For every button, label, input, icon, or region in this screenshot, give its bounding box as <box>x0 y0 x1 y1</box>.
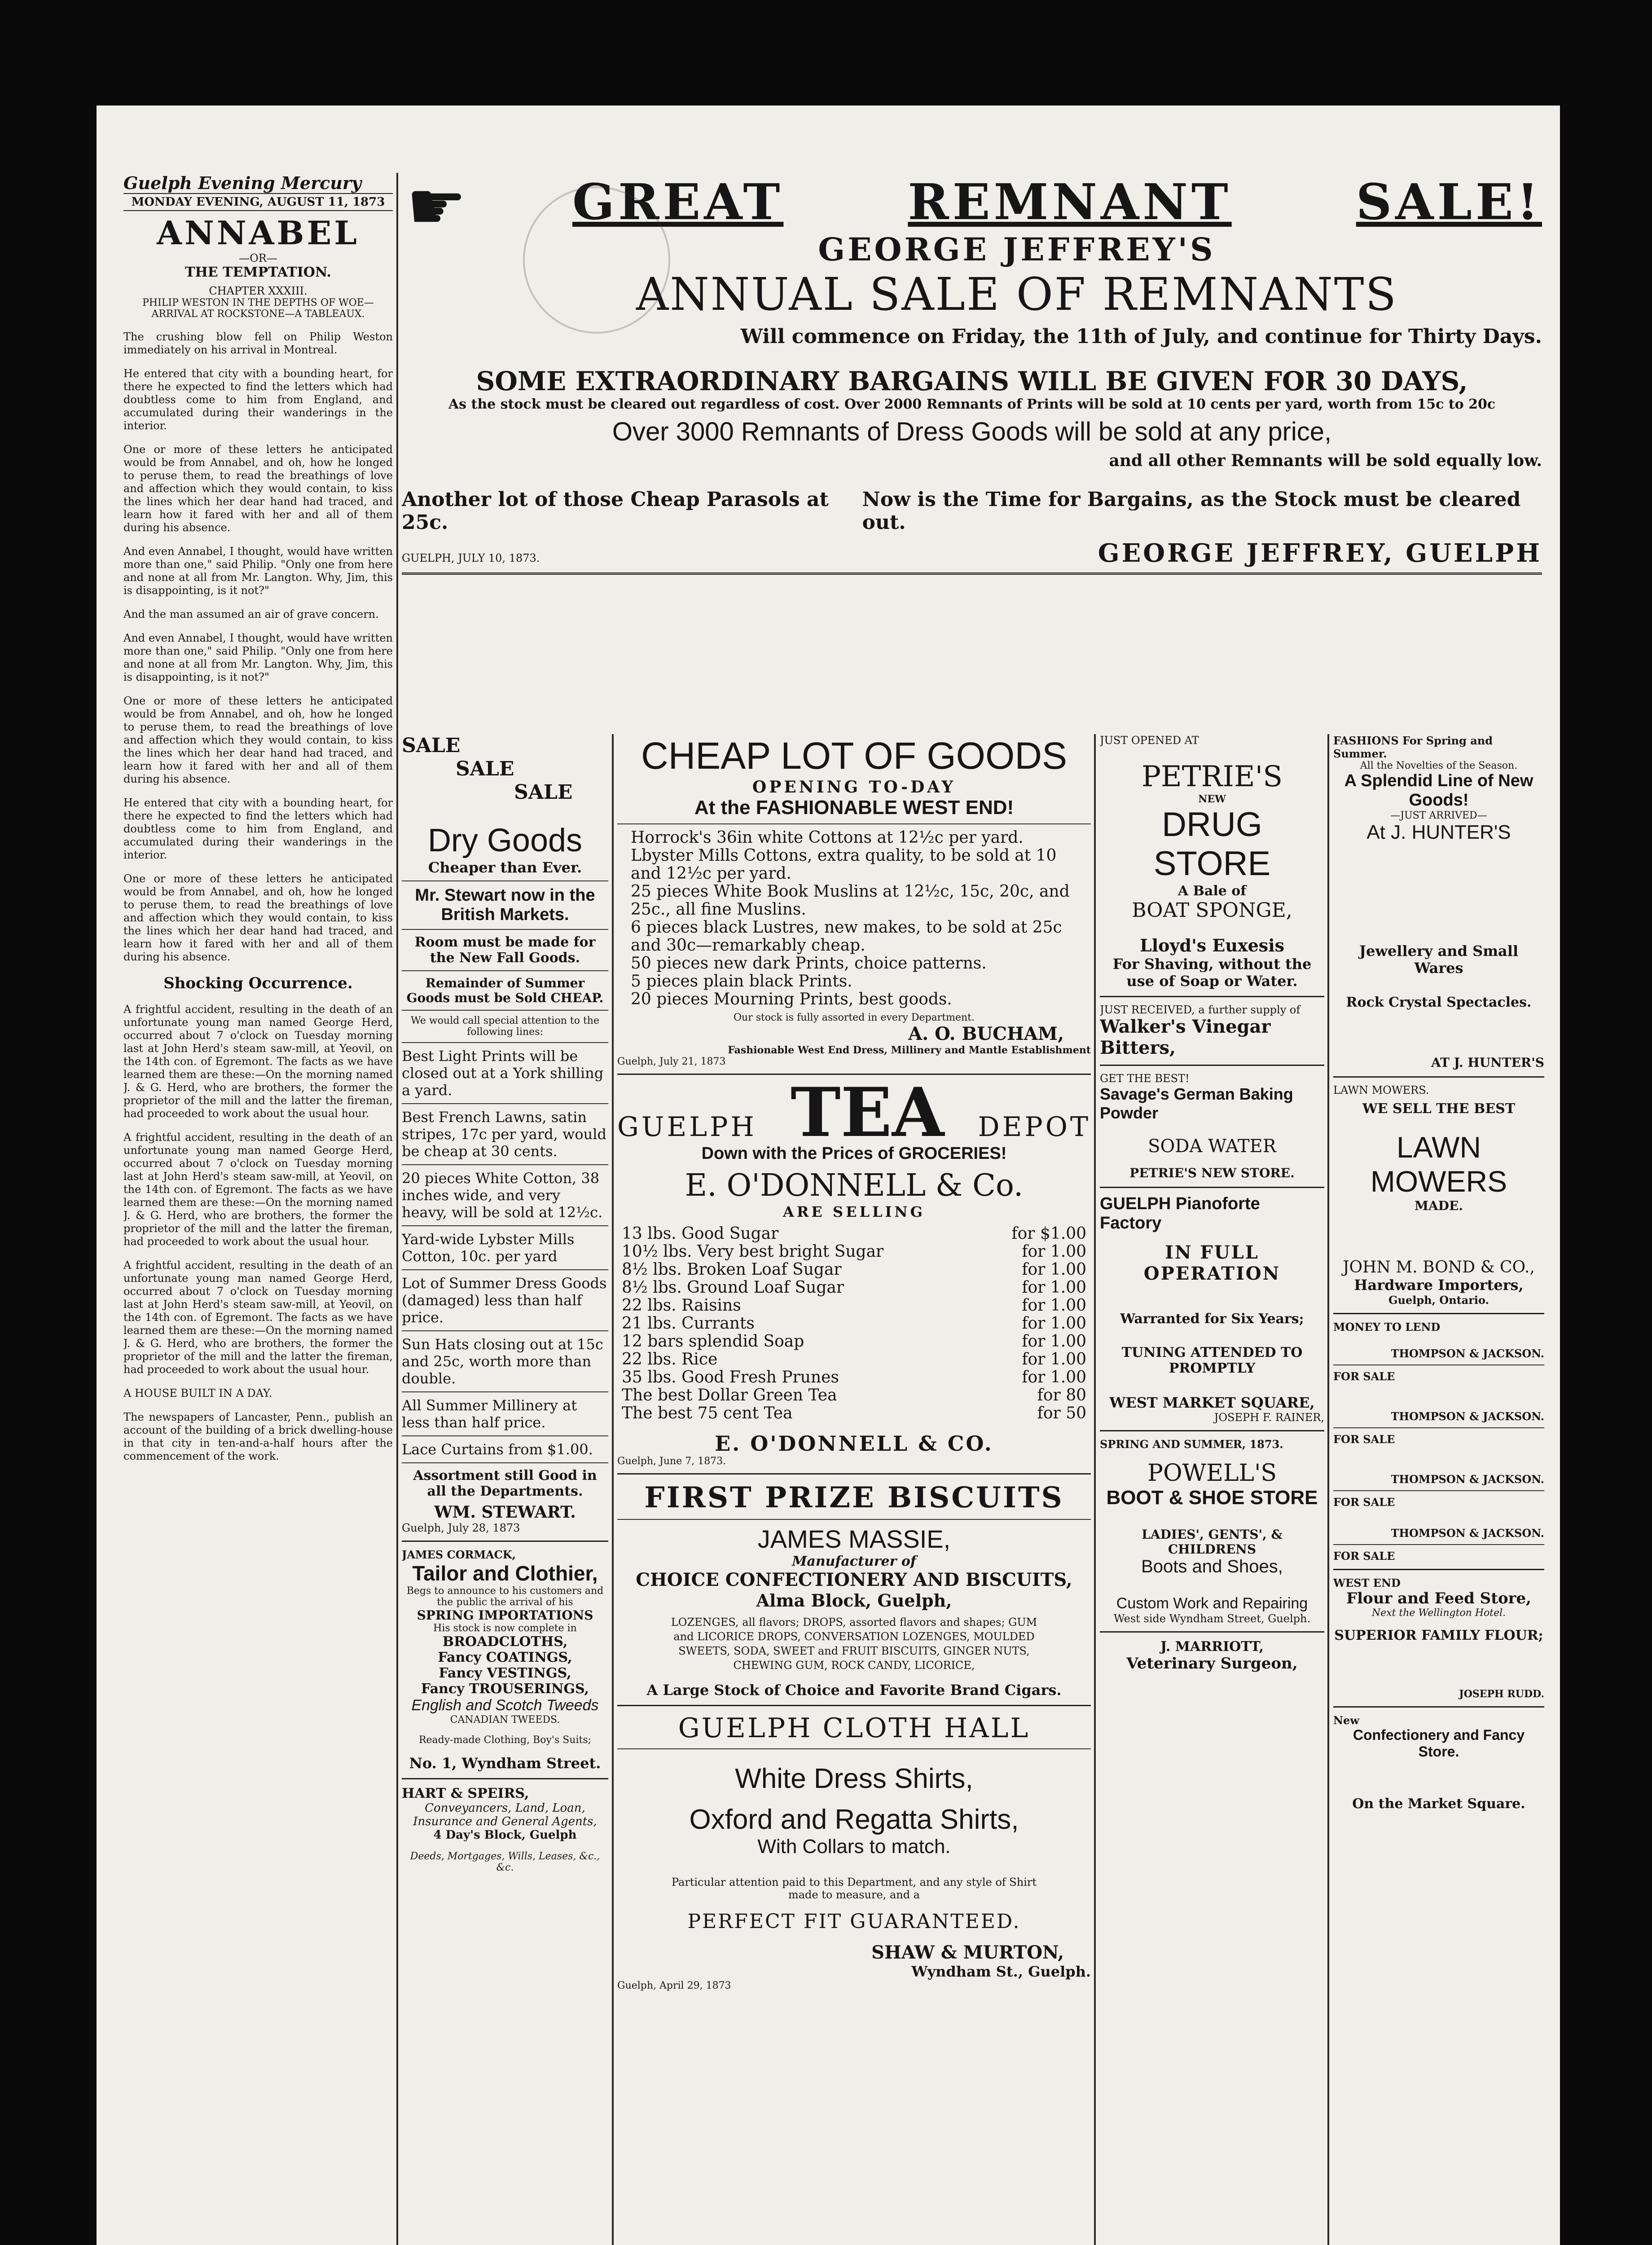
sale-item: 20 pieces White Cotton, 38 inches wide, and very heavy, will be sold at 12½c. <box>402 1170 603 1221</box>
sale-item: All Summer Millinery at less than half price. <box>402 1397 577 1431</box>
canadian: CANADIAN TWEEDS. <box>450 1714 560 1726</box>
assortment: Assortment still Good in all the Departments. <box>413 1468 597 1499</box>
section-heading-inline: A HOUSE BUILT IN A DAY. <box>123 1387 272 1400</box>
are-selling: ARE SELLING <box>783 1203 925 1220</box>
jeffrey-advertisement <box>402 167 1542 730</box>
broadcloths: BROADCLOTHS, <box>442 1634 568 1650</box>
paragraph: One or more of these letters he anticipated would be from Annabel, and oh, how he longed to peruse them, to read the breathings of love and affection which they would contain, to kiss the lines which her dear hand had traced, and learn how it fared with her and all of them during his absence. <box>123 872 393 963</box>
piano-factory: GUELPH Pianoforte Factory <box>1100 1194 1260 1233</box>
attention: We would call special attention to the following lines: <box>411 1015 599 1038</box>
stock-complete: His stock is now complete in <box>433 1623 577 1634</box>
full-operation: IN FULL OPERATION <box>1143 1242 1281 1284</box>
west-end: WEST END <box>1333 1576 1401 1589</box>
boot-shoe-store: BOOT & SHOE STORE <box>1106 1487 1318 1509</box>
rudd: JOSEPH RUDD. <box>1459 1688 1544 1700</box>
column-stewart <box>402 734 608 2245</box>
headline-word: SALE! <box>1356 173 1542 231</box>
paragraph: A frightful accident, resulting in the death of an unfortunate young man named George Herd, occurred about 7 o'clock on Tuesday morning last at John Herd's steam saw-mill, at Yeovil, on the 14th con. of Egremont. The facts as we have learned them are these:—On the morning named J. & G. Herd, who are brothers, the former the proprietor of the mill and the latter the fireman, had proceeded to work about the usual hour. <box>123 1259 393 1376</box>
money-to-lend: MONEY TO LEND <box>1333 1321 1441 1334</box>
ad-signature: GEORGE JEFFREY, GUELPH <box>1098 538 1542 568</box>
column-story <box>123 173 393 2245</box>
goods-line: 25 pieces White Book Muslins at 12½c, 15c, 20c, and 25c., all fine Muslins. <box>631 882 1070 919</box>
just-opened: JUST OPENED AT <box>1100 734 1199 747</box>
newspaper-page <box>97 106 1560 2245</box>
hardware-importers: Hardware Importers, <box>1354 1277 1524 1294</box>
goods-line: 20 pieces Mourning Prints, best goods. <box>631 990 952 1008</box>
boat-sponge: BOAT SPONGE, <box>1132 899 1292 922</box>
bucham-sub: Fashionable West End Dress, Millinery and Mantle Establishment <box>728 1044 1091 1056</box>
custom-work: Custom Work and Repairing <box>1116 1595 1308 1612</box>
bucham: A. O. BUCHAM, <box>908 1023 1064 1044</box>
tweeds: English and Scotch Tweeds <box>411 1697 599 1714</box>
bond: JOHN M. BOND & CO., <box>1343 1258 1535 1277</box>
ad-others: and all other Remnants will be sold equally low. <box>1109 451 1542 470</box>
rainer: JOSEPH F. RAINER, <box>1214 1411 1324 1424</box>
shirt-attention: Particular attention paid to this Department, and any style of Shirt made to measure, and a <box>672 1876 1037 1901</box>
sale-word: SALE <box>514 781 573 804</box>
vestings: Fancy VESTINGS, <box>439 1665 571 1681</box>
warranted: Warranted for Six Years; <box>1120 1311 1304 1327</box>
for-sale: FOR SALE <box>1333 1549 1395 1563</box>
cheap-lot: CHEAP LOT OF GOODS <box>641 735 1068 777</box>
tea-depot-header <box>617 1073 1091 1152</box>
cheaper: Cheaper than Ever. <box>428 859 582 876</box>
fashions: FASHIONS For Spring and Summer. <box>1333 734 1493 760</box>
ad-stock: As the stock must be cleared out regardless of cost. Over 2000 Remnants of Prints will be sold at 10 cents per yard, worth from 15c to 20c <box>448 396 1496 412</box>
we-sell-best: WE SELL THE BEST <box>1362 1101 1516 1117</box>
pointing-hand-icon: ☛ <box>406 167 467 246</box>
flour-feed: Flour and Feed Store, <box>1346 1589 1532 1607</box>
splendid-line: A Splendid Line of New Goods! <box>1344 771 1533 810</box>
just-arrived: —JUST ARRIVED— <box>1390 810 1487 821</box>
sale-word: SALE <box>456 757 514 780</box>
grocery-row: 8½ lbs. Ground Loaf Sugar for 1.00 <box>622 1278 1086 1297</box>
lozenges: LOZENGES, all flavors; DROPS, assorted flavors and shapes; GUM and LICORICE DROPS, CONVERSATION LOZENGES, MOULDED SWEETS, SODA, SWEET and FRUIT BISCUITS, GINGER NUTS, CHEWING GUM, ROCK CANDY, LICORICE, <box>671 1616 1037 1672</box>
coatings: Fancy COATINGS, <box>438 1650 572 1665</box>
massie: JAMES MASSIE, <box>757 1525 951 1553</box>
story-title: ANNABEL <box>157 214 360 252</box>
thompson-jackson: THOMPSON & JACKSON. <box>1391 1347 1544 1360</box>
opening-today: OPENING TO-DAY <box>752 778 956 797</box>
for-sale: FOR SALE <box>1333 1370 1395 1383</box>
paragraph: He entered that city with a bounding heart, for there he expected to find the letters which had doubtless come to him from England, and accumulated during their wanderings in the interior. <box>123 797 393 861</box>
issue-date: MONDAY EVENING, AUGUST 11, 1873 <box>123 194 393 211</box>
grocery-list <box>617 1225 1091 1422</box>
paragraph: And even Annabel, I thought, would have written more than one," said Philip. "Only one from here and none at all from Mr. Langton. Why, Jim, this is disappointing, is it not?" <box>123 545 393 597</box>
sale-item: Best Light Prints will be closed out at a York shilling a yard. <box>402 1048 604 1099</box>
goods-line: Lbyster Mills Cottons, extra quality, to be sold at 10 and 12½c per yard. <box>631 846 1057 883</box>
at-hunters-2: AT J. HUNTER'S <box>1431 1055 1544 1070</box>
paragraph: One or more of these letters he anticipated would be from Annabel, and oh, how he longed to peruse them, to read the breathings of love and affection which they would contain, to kiss the lines which her dear hand had traced, and learn how it fared with her and all of them during his absence. <box>123 695 393 785</box>
shaw-address: Wyndham St., Guelph. <box>911 1963 1091 1980</box>
room: Room must be made for the New Fall Goods. <box>414 934 596 966</box>
shaving: For Shaving, without the use of Soap or Water. <box>1112 955 1312 990</box>
at-hunters: At J. HUNTER'S <box>1366 821 1511 843</box>
column-hunter <box>1333 734 1544 2245</box>
headline-word: REMNANT <box>908 173 1232 231</box>
paragraph: And the man assumed an air of grave concern. <box>123 608 379 621</box>
story-sub1: —OR— <box>239 252 277 264</box>
story-sub2: THE TEMPTATION. <box>185 264 331 280</box>
shaw-date: Guelph, April 29, 1873 <box>617 1980 731 1991</box>
goods-list <box>617 829 1091 1008</box>
chapter: CHAPTER XXXIII. <box>209 285 308 297</box>
alma-block: Alma Block, Guelph, <box>756 1590 952 1611</box>
ad-bargains: SOME EXTRAORDINARY BARGAINS WILL BE GIVEN FOR 30 DAYS, <box>476 366 1468 396</box>
for-sale: FOR SALE <box>1333 1496 1395 1509</box>
goods-line: 6 pieces black Lustres, new makes, to be sold at 25c and 30c—remarkably cheap. <box>631 918 1062 955</box>
grocery-row: 22 lbs. Raisins for 1.00 <box>622 1296 1086 1315</box>
odonnell: E. O'DONNELL & Co. <box>685 1168 1024 1203</box>
tea-word: GUELPH <box>617 1111 757 1143</box>
ladies-gents: LADIES', GENTS', & CHILDRENS <box>1142 1527 1283 1557</box>
grocery-row: 12 bars splendid Soap for 1.00 <box>622 1332 1086 1351</box>
superior-flour: SUPERIOR FAMILY FLOUR; <box>1334 1628 1543 1643</box>
tea-word: TEA <box>791 1073 945 1152</box>
for-sale: FOR SALE <box>1333 1433 1395 1446</box>
just-received: JUST RECEIVED, a further supply of <box>1100 1004 1301 1016</box>
powells: POWELL'S <box>1147 1460 1277 1487</box>
oxford-shirts: Oxford and Regatta Shirts, <box>689 1804 1019 1835</box>
rock-crystal: Rock Crystal Spectacles. <box>1346 995 1532 1010</box>
get-the-best: GET THE BEST! <box>1100 1072 1190 1085</box>
ready-made: Ready-made Clothing, Boy's Suits; <box>418 1734 592 1746</box>
column-rule <box>1327 734 1329 2245</box>
grocery-row: 21 lbs. Currants for 1.00 <box>622 1314 1086 1333</box>
spring-imports: SPRING IMPORTATIONS <box>417 1608 593 1623</box>
boots-shoes: Boots and Shoes, <box>1141 1557 1283 1576</box>
made: MADE. <box>1414 1198 1463 1213</box>
paragraph: The crushing blow fell on Philip Weston immediately on his arrival in Montreal. <box>123 330 393 356</box>
hart-sub: Conveyancers, Land, Loan, Insurance and General Agents, <box>413 1801 597 1828</box>
cigars: A Large Stock of Choice and Favorite Brand Cigars. <box>646 1682 1062 1699</box>
stewart-signature: WM. STEWART. <box>434 1503 576 1522</box>
headline-word: GREAT <box>572 173 784 231</box>
odonnell-date: Guelph, June 7, 1873. <box>617 1456 726 1467</box>
perfect-fit: PERFECT FIT GUARANTEED. <box>687 1910 1021 1933</box>
sale-item: Lace Curtains from $1.00. <box>402 1441 593 1458</box>
hart-speirs: HART & SPEIRS, <box>402 1786 529 1801</box>
guelph-ontario: Guelph, Ontario. <box>1388 1294 1489 1307</box>
ad-time: Now is the Time for Bargains, as the Stock must be cleared out. <box>862 488 1521 534</box>
veterinary: Veterinary Surgeon, <box>1126 1655 1298 1673</box>
west-market-square: WEST MARKET SQUARE, <box>1109 1394 1315 1411</box>
petries: PETRIE'S <box>1141 760 1283 793</box>
paragraph: A frightful accident, resulting in the death of an unfortunate young man named George Herd, occurred about 7 o'clock on Tuesday morning last at John Herd's steam saw-mill, at Yeovil, on the 14th con. of Egremont. The facts as we have learned them are these:—On the morning named J. & G. Herd, who are brothers, the former the proprietor of the mill and the latter the fireman, had proceeded to work about the usual hour. <box>123 1003 393 1120</box>
stewart: Mr. Stewart now in the British Markets. <box>415 886 595 924</box>
jewellery: Jewellery and Small Wares <box>1359 942 1519 977</box>
west-side: West side Wyndham Street, Guelph. <box>1113 1612 1311 1625</box>
paragraph: And even Annabel, I thought, would have written more than one," said Philip. "Only one from here and none at all from Mr. Langton. Why, Jim, this is disappointing, is it not?" <box>123 632 393 683</box>
bucham-date: Guelph, July 21, 1873 <box>617 1056 726 1067</box>
paragraph: A frightful accident, resulting in the death of an unfortunate young man named George Herd, occurred about 7 o'clock on Tuesday morning last at John Herd's steam saw-mill, at Yeovil, on the 14th con. of Egremont. The facts as we have learned them are these:—On the morning named J. & G. Herd, who are brothers, the former the proprietor of the mill and the latter the fireman, had proceeded to work about the usual hour. <box>123 1131 393 1248</box>
confectionery-store: Confectionery and Fancy Store. <box>1353 1727 1525 1760</box>
novelties: All the Novelties of the Season. <box>1360 760 1518 771</box>
column-rule <box>1094 734 1096 2245</box>
marriott: J. MARRIOTT, <box>1160 1639 1264 1655</box>
walker: Walker's Vinegar Bitters, <box>1100 1016 1271 1058</box>
grocery-row: The best 75 cent Tea for 50 <box>622 1404 1086 1422</box>
grocery-row: 13 lbs. Good Sugar for $1.00 <box>622 1224 1086 1243</box>
chapter-sub: PHILIP WESTON IN THE DEPTHS OF WOE—ARRIVAL AT ROCKSTONE—A TABLEAUX. <box>142 297 374 320</box>
cormack-address: No. 1, Wyndham Street. <box>409 1755 601 1772</box>
new-label: NEW <box>1198 793 1226 805</box>
savage: Savage's German Baking Powder <box>1100 1085 1293 1122</box>
grocery-row: 35 lbs. Good Fresh Prunes for 1.00 <box>622 1368 1086 1387</box>
item-list <box>402 1048 608 1458</box>
paragraph: The newspapers of Lancaster, Penn., publish an account of the building of a brick dwelling-house in that city in ten-and-a-half hours after the commencement of the work. <box>123 1411 393 1462</box>
guelph-cloth-hall: GUELPH CLOTH HALL <box>678 1712 1030 1744</box>
white-shirts: White Dress Shirts, <box>735 1763 973 1794</box>
goods-line: Horrock's 36in white Cottons at 12½c per yard. <box>631 828 1024 847</box>
lawn-mowers: LAWN MOWERS <box>1370 1131 1507 1198</box>
stamp-seal <box>523 186 670 334</box>
ad-dateline: GUELPH, JULY 10, 1873. <box>402 552 540 564</box>
section-heading: Shocking Occurrence. <box>163 974 353 992</box>
thompson-jackson: THOMPSON & JACKSON. <box>1391 1527 1544 1540</box>
column-petrie <box>1100 734 1324 2245</box>
begs: Begs to announce to his customers and the public the arrival of his <box>406 1585 604 1608</box>
new-label-2: New <box>1333 1714 1359 1727</box>
bale-of: A Bale of <box>1177 883 1247 899</box>
shaw-murton: SHAW & MURTON, <box>871 1942 1064 1963</box>
ad-dress: Over 3000 Remnants of Dress Goods will be sold at any price, <box>612 417 1332 446</box>
lawn-mowers-label: LAWN MOWERS. <box>1333 1084 1429 1096</box>
tailor: Tailor and Clothier, <box>412 1562 598 1585</box>
remainder: Remainder of Summer Goods must be Sold CHEAP. <box>406 976 604 1005</box>
sale-word: SALE <box>402 734 461 757</box>
grocery-row: 10½ lbs. Very best bright Sugar for 1.00 <box>622 1242 1086 1261</box>
petries-new-store: PETRIE'S NEW STORE. <box>1129 1166 1295 1180</box>
column-rule <box>396 173 398 2245</box>
lloyd: Lloyd's Euxesis <box>1139 935 1285 955</box>
collars: With Collars to match. <box>757 1836 951 1858</box>
ad-parasols: Another lot of those Cheap Parasols at 25c. <box>402 488 829 534</box>
dry-goods: Dry Goods <box>427 823 583 858</box>
deeds: Deeds, Mortgages, Wills, Leases, &c., &c. <box>410 1851 600 1873</box>
sale-item: Sun Hats closing out at 15c and 25c, worth more than double. <box>402 1336 603 1387</box>
grocery-row: The best Dollar Green Tea for 80 <box>622 1386 1086 1404</box>
goods-line: 5 pieces plain black Prints. <box>631 972 852 990</box>
sale-item: Best French Lawns, satin stripes, 17c per yard, would be cheap at 30 cents. <box>402 1109 606 1160</box>
masthead: Guelph Evening Mercury <box>123 173 393 194</box>
goods-line: 50 pieces new dark Prints, choice patterns. <box>631 954 987 973</box>
paragraph: One or more of these letters he anticipated would be from Annabel, and oh, how he longed to peruse them, to read the breathings of love and affection which they would contain, to kiss the lines which her dear hand had traced, and learn how it fared with her and all of them during his absence. <box>123 443 393 534</box>
ad-headline <box>572 173 1542 231</box>
hart-address: 4 Day's Block, Guelph <box>433 1828 577 1842</box>
tea-word: DEPOT <box>978 1111 1091 1143</box>
soda-water: SODA WATER <box>1148 1136 1276 1157</box>
wellington: Next the Wellington Hotel. <box>1371 1607 1506 1619</box>
drug-store: DRUG STORE <box>1153 806 1271 883</box>
sale-item: Yard-wide Lybster Mills Cotton, 10c. per yard <box>402 1231 575 1265</box>
sale-item: Lot of Summer Dress Goods (damaged) less than half price. <box>402 1275 607 1326</box>
odonnell-signature: E. O'DONNELL & CO. <box>715 1431 993 1456</box>
ad-firm: GEORGE JEFFREY'S <box>818 231 1216 268</box>
manufacturer: Manufacturer of <box>792 1554 916 1569</box>
choice-confectionery: CHOICE CONFECTIONERY AND BISCUITS, <box>636 1569 1072 1590</box>
first-prize-biscuits: FIRST PRIZE BISCUITS <box>644 1481 1064 1514</box>
stewart-date: Guelph, July 28, 1873 <box>402 1522 520 1534</box>
column-rule <box>612 734 614 2245</box>
grocery-row: 8½ lbs. Broken Loaf Sugar for 1.00 <box>622 1260 1086 1279</box>
paragraph: He entered that city with a bounding heart, for there he expected to find the letters which had doubtless come to him from England, and accumulated during their wanderings in the interior. <box>123 367 393 432</box>
thompson-jackson: THOMPSON & JACKSON. <box>1391 1473 1544 1486</box>
down-prices: Down with the Prices of GROCERIES! <box>701 1144 1007 1163</box>
ad-title: ANNUAL SALE OF REMNANTS <box>636 268 1397 321</box>
cormack: JAMES CORMACK, <box>402 1548 516 1561</box>
tuning: TUNING ATTENDED TO PROMPTLY <box>1121 1345 1303 1376</box>
trouserings: Fancy TROUSERINGS, <box>421 1681 589 1697</box>
grocery-row: 22 lbs. Rice for 1.00 <box>622 1350 1086 1369</box>
spring-summer: SPRING AND SUMMER, 1873. <box>1100 1438 1283 1451</box>
ad-commence: Will commence on Friday, the 11th of July, and continue for Thirty Days. <box>740 325 1542 348</box>
column-center <box>617 734 1091 2245</box>
assorted: Our stock is fully assorted in every Department. <box>734 1012 975 1023</box>
fashionable-west-end: At the FASHIONABLE WEST END! <box>694 797 1014 819</box>
market-square: On the Market Square. <box>1352 1796 1525 1812</box>
thompson-jackson: THOMPSON & JACKSON. <box>1391 1410 1544 1423</box>
